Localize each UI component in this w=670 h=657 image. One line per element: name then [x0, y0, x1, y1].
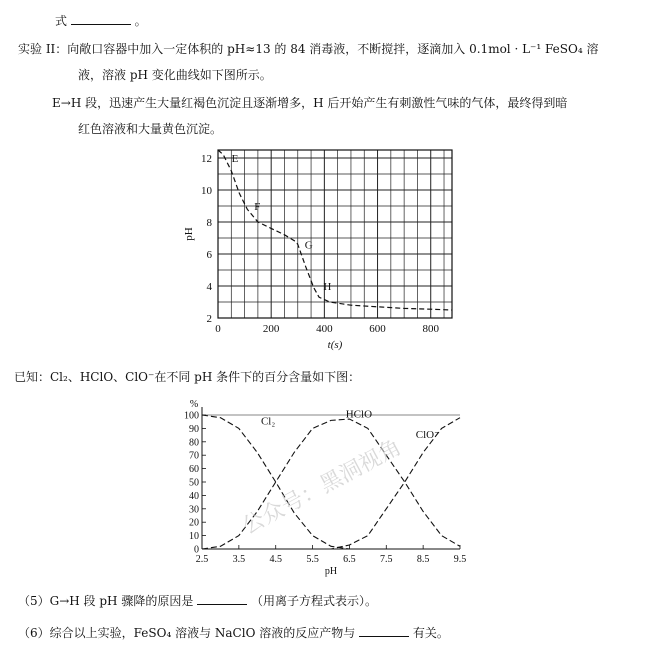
species-distribution-chart — [170, 393, 470, 583]
x-tick-label: 800 — [422, 323, 439, 335]
x-tick-label: 0 — [215, 323, 221, 335]
y-tick-label: 12 — [201, 153, 212, 165]
x-tick-label: 7.5 — [380, 554, 393, 565]
y-tick-label: 6 — [206, 249, 212, 261]
experiment-2-line-4: 红色溶液和大量黄色沉淀。 — [78, 122, 223, 136]
y-tick-label: 20 — [189, 517, 199, 529]
experiment-2-text-1: 向敞口容器中加入一定体积的 pH≈13 的 84 消毒液，不断搅拌，逐滴加入 0.1mol · L⁻¹ FeSO₄ 溶 — [67, 42, 599, 56]
y-tick-label: 4 — [206, 281, 212, 293]
x-axis-label: t(s) — [327, 339, 343, 351]
x-tick-label: 5.5 — [306, 554, 319, 565]
y-tick-label: 100 — [184, 410, 199, 422]
y-tick-label: 50 — [189, 477, 199, 489]
x-tick-label: 400 — [316, 323, 333, 335]
formula-line — [55, 12, 147, 29]
series-label-1: HClO — [345, 408, 373, 421]
plot-frame — [218, 150, 452, 318]
question-6-text-a: （6）综合以上实验，FeSO₄ 溶液与 NaClO 溶液的反应产物与 — [18, 626, 356, 640]
x-tick-label: 2.5 — [195, 554, 209, 565]
formula-blank[interactable] — [71, 13, 131, 25]
y-tick-label: 30 — [189, 504, 199, 516]
question-5-text-a: （5）G→H 段 pH 骤降的原因是 — [18, 594, 194, 608]
experiment-2-line-3: E→H 段，迅速产生大量红褐色沉淀且逐渐增多，H 后开始产生有刺激性气味的气体，最终得到暗 — [52, 96, 568, 110]
y-tick-label: 40 — [189, 490, 199, 502]
x-tick-label: 3.5 — [232, 554, 246, 565]
experiment-2-label: 实验 II： — [18, 42, 68, 56]
y-tick-label: 10 — [201, 185, 212, 197]
x-tick-label: 600 — [369, 323, 386, 335]
series-label-2: ClO⁻ — [415, 428, 440, 441]
point-label-g: G — [304, 239, 313, 252]
y-tick-label: 70 — [189, 450, 199, 462]
question-5-text-b: （用离子方程式表示）。 — [251, 594, 378, 608]
x-tick-label: 9.5 — [453, 554, 467, 565]
point-label-e: E — [231, 153, 239, 165]
x-tick-label: 6.5 — [343, 554, 356, 565]
ph-time-chart — [180, 140, 470, 355]
y-tick-label: 80 — [189, 437, 199, 449]
y-tick-label: 10 — [189, 531, 199, 543]
y-axis-label: pH — [183, 227, 195, 241]
y-tick-label: 60 — [189, 464, 199, 476]
formula-label: 式 — [55, 14, 68, 28]
question-5-blank[interactable] — [197, 593, 247, 605]
y-axis-label: % — [189, 399, 199, 410]
question-6-blank[interactable] — [359, 625, 409, 637]
formula-tail: 。 — [134, 14, 147, 28]
x-tick-label: 200 — [262, 323, 280, 335]
x-tick-label: 4.5 — [269, 554, 282, 565]
experiment-2-line-1 — [18, 40, 598, 57]
y-tick-label: 2 — [206, 313, 212, 325]
known-line: 已知：Cl₂、HClO、ClO⁻在不同 pH 条件下的百分含量如下图： — [14, 370, 361, 384]
point-label-h: H — [323, 281, 332, 293]
y-tick-label: 8 — [206, 217, 212, 229]
question-6 — [18, 624, 449, 641]
series-label-0: Cl₂ — [260, 415, 276, 428]
watermark: 公众号：黑洞视角 — [238, 434, 406, 540]
y-tick-label: 90 — [189, 423, 199, 435]
x-tick-label: 8.5 — [416, 554, 430, 565]
point-label-f: F — [254, 201, 261, 213]
question-5 — [18, 592, 377, 609]
question-6-text-b: 有关。 — [412, 626, 449, 640]
x-axis-label: pH — [324, 566, 338, 577]
y-tick-label: 0 — [194, 544, 199, 556]
experiment-2-line-2: 液，溶液 pH 变化曲线如下图所示。 — [78, 68, 272, 82]
